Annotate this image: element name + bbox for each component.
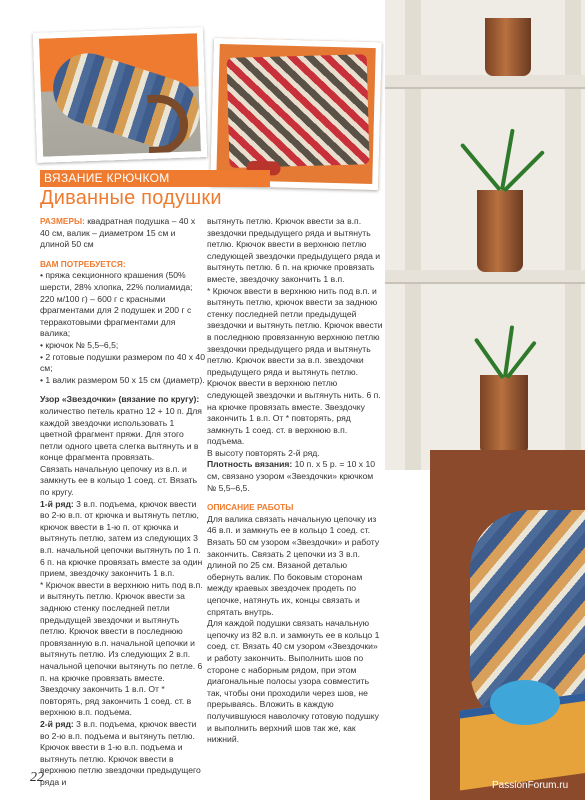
work-text-2: Для каждой подушки связать начальную цепочку из 82 в.п. и замкнуть ее в кольцо 1 соед. ст. Вязать 40 см узором «Звездочки» и работу закончить. Выполнить шов по стороне с наборным рядом, при этом диагональные полосы узора совместить так, чтобы они проходили через шов, не прерываясь. Вложить в каждую получившуюся наволочку готовую подушку и выполнить верхний шов так же, как нижний. (207, 618, 380, 745)
left-column (40, 216, 205, 789)
page-title: Диванные подушки (40, 187, 222, 209)
density-paragraph (207, 459, 383, 494)
pattern-text: количество петель кратно 12 + 10 п. Для каждой звездочки использовать 1 цветной фрагмент пряжи. Для этого петли одного цвета слегка вытянуть и в конце фрагмента провязать. (40, 405, 202, 463)
row2-text: 3 в.п. подъема, крючок ввести во 2-ю в.п. подъема и вытянуть петлю. Крючок ввести в 1-ю в.п. подъема и вытянуть петлю. Крючок ввести в верхнюю петлю звездочки предыдущего ряда и (40, 718, 201, 787)
needs-item: • крючок № 5,5–6,5; (40, 339, 119, 350)
row1-cont: * Крючок ввести в верхнюю нить под в.п. и вытянуть петлю. Крючок ввести за заднюю стенку последней петли предыдущей звездочки и вытянуть петлю. Крючок ввести в последнюю провязанную в.п. начальной цепочки и вытянуть петлю. Из следующих 2 в.п. начальной цепочки вытянуть по петле. 6 п. на крючке провязать вместе. Звездочку закончить 1 в.п. От * повторять, ряд закончить 1 соед. ст. в верхнюю в.п. подъема. (40, 579, 203, 718)
page-number: 22 (30, 770, 44, 785)
needs-item: • 1 валик размером 50 х 15 см (диаметр). (40, 374, 205, 385)
row2-paragraph (40, 719, 205, 789)
needs-item: • пряжа секционного крашения (50% шерсти, 28% хлопка, 22% полиамида; 220 м/100 г) – 600 г с красными фрагментами для 2 подушек и 200 г с терракотовыми фрагментами для валика; (40, 270, 193, 339)
row1-text: 3 в.п. подъема, крючок ввести во 2-ю в.п. от крючка и вытянуть петлю, крючок ввести в 1-ю п. от крючка и вытянуть петлю, затем из следующих 3 в.п. начальной цепочки вытянуть по 1 п. 6 п. на крючке провязать вместе за один прием, звездочку закончить 1 в.п. (40, 498, 203, 579)
row1-paragraph (40, 499, 205, 580)
sizes-label: РАЗМЕРЫ: (40, 216, 85, 226)
watermark: PassionForum.ru (492, 780, 569, 791)
right-column (207, 216, 383, 746)
sizes-paragraph (40, 216, 205, 251)
pattern-label: Узор «Звездочки» (вязание по кругу): (40, 394, 200, 405)
work-text-1: Для валика связать начальную цепочку из 46 в.п. и замкнуть ее в кольцо 1 соед. ст. Вязать 50 см узором «Звездочки» и работу закончить. Связать 2 цепочки из 3 в.п. длиной по 25 см. Вязаной деталью обернуть валик. По боковым сторонам между краевых звездочек продеть по цепочке, натянуть их, концы связать и спрятать внутрь. (207, 513, 380, 617)
cont-text: вытянуть петлю. Крючок ввести за в.п. звездочки предыдущего ряда и вытянуть петлю. Крючок ввести в верхнюю петлю следующей звездочки предыдущего ряда и вытянуть петлю. 6 п. на крючке провязать вместе, звездочку закончить 1 в.п. (207, 216, 381, 284)
shelf-plants-photo (385, 0, 585, 470)
sizes-text: квадратная подушка – 40 х 40 см, валик – диаметром 15 см и длиной 50 см (40, 216, 196, 250)
section-tag: ВЯЗАНИЕ КРЮЧКОМ (40, 170, 270, 187)
needs-label: ВАМ ПОТРЕБУЕТСЯ: (40, 258, 126, 269)
work-label: ОПИСАНИЕ РАБОТЫ (207, 502, 294, 513)
bolster-pillow-photo (33, 27, 207, 163)
bolster-detail-photo (430, 450, 585, 800)
square-pillow-photo (210, 38, 382, 190)
density-text: 10 п. х 5 р. = 10 х 10 см, связано узором «Звездочки» крючком № 5,5–6,5. (207, 459, 376, 493)
needs-item: • 2 готовые подушки размером по 40 х 40 см; (40, 351, 205, 374)
row1-label: 1-й ряд: (40, 498, 74, 509)
cont-text-2: * Крючок ввести в верхнюю нить под в.п. и вытянуть петлю, крючок ввести за заднюю стенку последней петли предыдущей звездочки и вытянуть петлю. Крючок ввести в последнюю провязанную верхнюю петлю звездочки предыдущего ряда и вытянуть петлю. Крючок ввести за в.п. звездочки предыдущего ряда и вытянуть петлю. Крючок ввести в верхнюю петлю следующей звездочки и вытянуть нить. 6 п. на крючке провязать вместе. Звездочку закончить 1 в.п. От * повторять, ряд замкнуть 1 соед. ст. в верхнюю в.п. подъема. (207, 285, 383, 447)
density-label: Плотность вязания: (207, 459, 293, 470)
row2-label: 2-й ряд: (40, 718, 74, 729)
chain-text: Связать начальную цепочку из в.п. и замкнуть ее в кольцо 1 соед. ст. Вязать по кругу. (40, 463, 198, 498)
repeat-text: В высоту повторять 2-й ряд. (207, 447, 320, 458)
